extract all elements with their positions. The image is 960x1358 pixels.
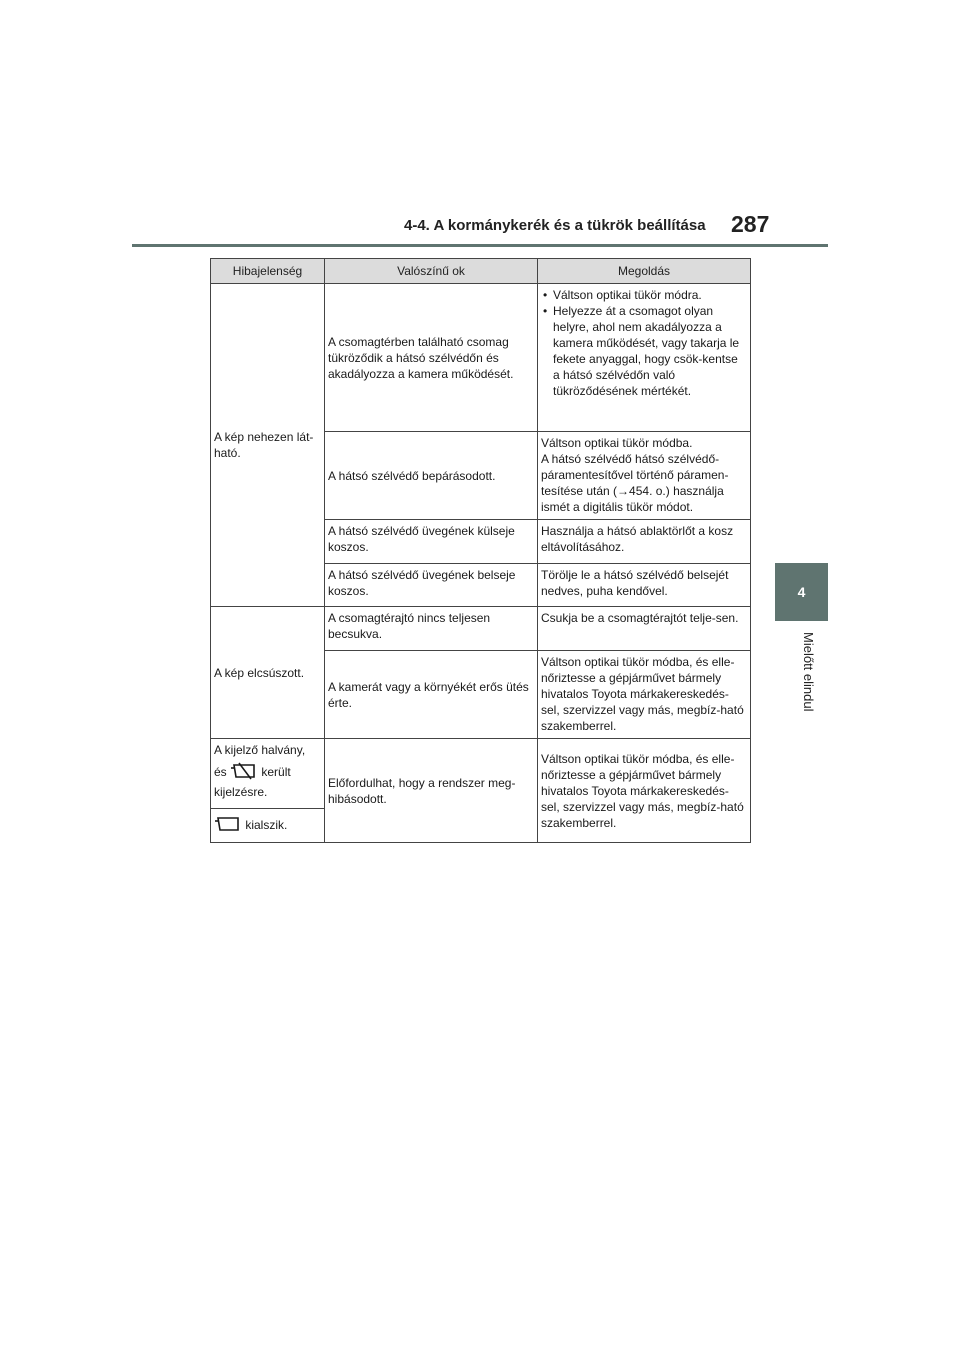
symptom-cell [211, 739, 325, 809]
troubleshooting-table [210, 258, 751, 843]
chapter-tab: 4 [775, 563, 828, 621]
symptom-cell: A kép nehezen lát-ható. [211, 284, 325, 607]
solution-bullet: • Váltson optikai tükör módra. [541, 287, 747, 303]
solution-line: A hátsó szélvédő hátsó szélvédő-páramentesítővel történő páramen-tesítése után (→454. o.) használja ismét a digitális tükör módot. [541, 452, 729, 514]
cause-cell: A hátsó szélvédő bepárásodott. [325, 432, 538, 520]
symptom-line: A kijelző halvány, [214, 743, 306, 757]
solution-cell: Váltson optikai tükör módba, és elle-nőriztesse a gépjárművet bármely hivatalos Toyota márkakereskedés-sel, szervizzel vagy más, megbíz-ható szakemberrel. [538, 739, 751, 843]
symptom-text: és [214, 765, 227, 780]
solution-cell: Váltson optikai tükör módba, és elle-nőriztesse a gépjárművet bármely hivatalos Toyota márkakereskedés-sel, szervizzel vagy más, megbíz-ható szakemberrel. [538, 651, 751, 739]
table-row [211, 284, 751, 432]
symptom-line: kijelzésre. [214, 785, 268, 799]
mirror-warning-icon [230, 762, 258, 784]
cause-cell: A kamerát vagy a környékét erős ütés érte. [325, 651, 538, 739]
solution-cell: Használja a hátsó ablaktörlőt a kosz eltávolításához. [538, 520, 751, 564]
table-header-row [211, 259, 751, 284]
solution-bullet: • Helyezze át a csomagot olyan helyre, ahol nem akadályozza a kamera működését, vagy takarja le fekete anyaggal, hogy csök-kentse a hátsó szélvédőn való tükröződésének mértékét. [541, 303, 747, 399]
solution-cell [538, 284, 751, 432]
cause-cell: A csomagtérajtó nincs teljesen becsukva. [325, 607, 538, 651]
header-cause: Valószínű ok [325, 259, 538, 284]
cause-cell: A hátsó szélvédő üvegének belseje koszos. [325, 564, 538, 607]
header-solution: Megoldás [538, 259, 751, 284]
solution-cell: Csukja be a csomagtérajtót telje-sen. [538, 607, 751, 651]
section-title: 4-4. A kormánykerék és a tükrök beállítása [404, 217, 706, 234]
symptom-text: került [261, 765, 291, 780]
chapter-label: Mielőtt elindul [801, 632, 816, 712]
symptom-cell: A kép elcsúszott. [211, 607, 325, 739]
header-symptom: Hibajelenség [211, 259, 325, 284]
symptom-text: kialszik. [245, 817, 288, 832]
cause-cell: Előfordulhat, hogy a rendszer meg-hibásodott. [325, 739, 538, 843]
table-row [211, 607, 751, 651]
cause-cell: A csomagtérben található csomag tükröződik a hátsó szélvédőn és akadályozza a kamera működését. [325, 284, 538, 432]
symptom-cell [211, 809, 325, 843]
page-number: 287 [731, 211, 770, 237]
symptom-line [214, 762, 321, 784]
table-row [211, 739, 751, 809]
solution-line: Váltson optikai tükör módba. [541, 436, 693, 450]
header-divider [132, 244, 828, 247]
solution-cell: Törölje le a hátsó szélvédő belsejét nedves, puha kendővel. [538, 564, 751, 607]
solution-cell [538, 432, 751, 520]
mirror-icon [214, 815, 242, 837]
cause-cell: A hátsó szélvédő üvegének külseje koszos. [325, 520, 538, 564]
